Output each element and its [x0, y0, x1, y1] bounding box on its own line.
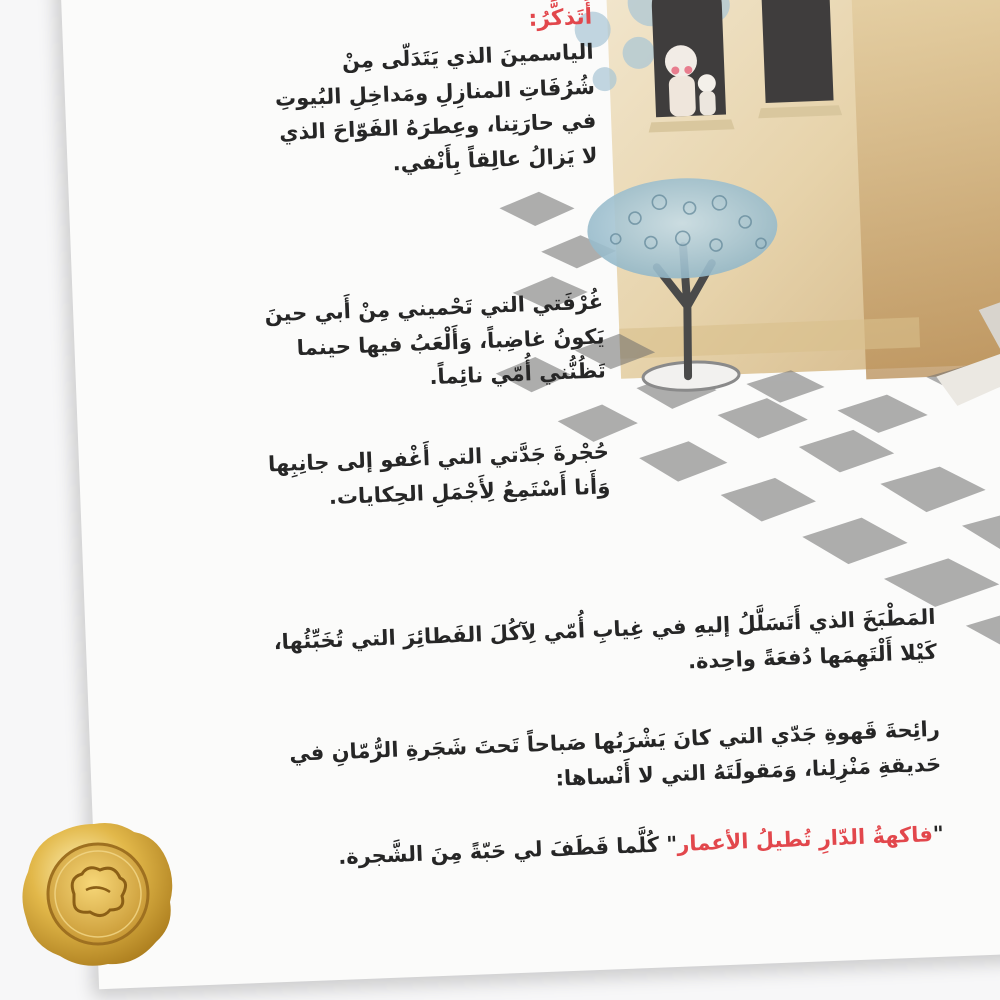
- book-page: [60, 0, 1000, 989]
- window-right: [752, 0, 842, 118]
- paragraph-grandmother-room: حُجْرةَ جَدَّتي التي أَغْفو إلى جانِبِها وَأَنا أَسْتَمِعُ لِأَجْمَلِ الحِكايات.: [267, 439, 611, 509]
- heading-i-remember: أَتَذكَّرُ:: [527, 4, 593, 33]
- quote-rest: كُلَّما قَطَفَ لي حَبّةً مِنَ الشَّجرة.: [337, 832, 667, 869]
- paragraph-room: غُرْفَتي التي تَحْميني مِنْ أَبي حينَ يَكونُ غاضِباً، وَأَلْعَبُ فيها حينما تَظُنُّني أُمّي نائِماً.: [264, 289, 607, 390]
- wax-seal-icon: [16, 818, 178, 970]
- paragraph-kitchen: المَطْبَخَ الذي أَتَسَلَّلُ إليهِ في غِيابِ أُمّي لِآكُلَ الفَطائِرَ التي تُخَبِّئُها، كَيْلا أَلْتَهِمَها دُفعَةً واحِدة.: [273, 604, 938, 674]
- paragraph-grandfather-coffee: رائِحةَ قَهوةِ جَدّي التي كانَ يَشْرَبُها صَباحاً تَحتَ شَجَرةِ الرُّمّانِ في حَديقةِ مَنْزِلِنا، وَمَقولَتَهُ التي لا أَنْساها:: [288, 716, 942, 791]
- quote-open-mark: ": [932, 821, 945, 847]
- paragraph-jasmine: الياسمينَ الذي يَتَدَلّى مِنْ شُرُفَاتِ المنازِلِ ومَداخِلِ البُيوتِ في حارَتِنا، وعِطرَهُ الفَوّاحَ الذي لا يَزالُ عالِقاً بِأَنْفي.: [274, 39, 598, 176]
- quote-highlight: فاكهةُ الدّارِ تُطيلُ الأعمار: [676, 822, 934, 856]
- window-left: [643, 0, 735, 133]
- quote-close-mark: ": [665, 831, 678, 857]
